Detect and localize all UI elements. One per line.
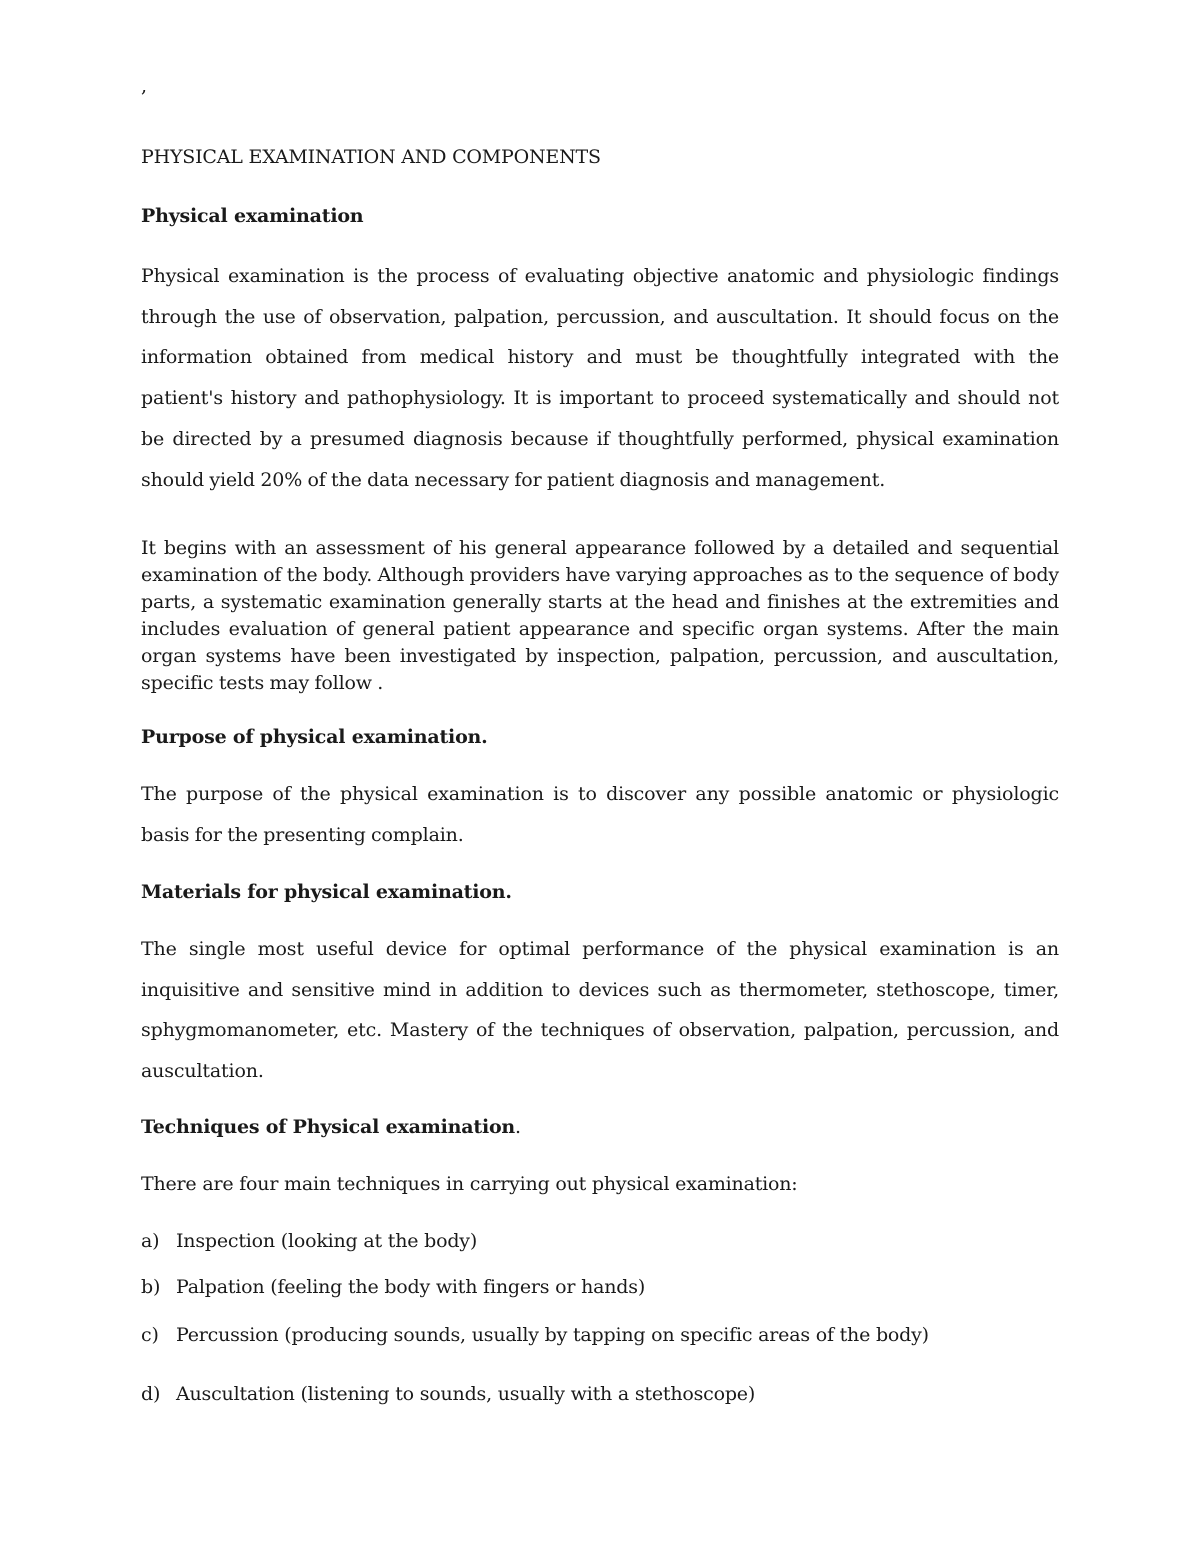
document-title: PHYSICAL EXAMINATION AND COMPONENTS	[141, 146, 601, 168]
list-item-auscultation	[141, 1381, 755, 1407]
list-item-percussion	[141, 1322, 929, 1348]
techniques-intro: There are four main techniques in carrying out physical examination:	[141, 1173, 798, 1195]
list-item-text: Auscultation (listening to sounds, usually with a stethoscope)	[176, 1383, 756, 1405]
list-item-label: d)	[141, 1383, 161, 1405]
section-heading-techniques	[141, 1114, 1059, 1140]
section-heading-physical-examination: Physical examination	[141, 205, 364, 227]
section-heading-purpose: Purpose of physical examination.	[141, 726, 488, 748]
list-item-label: b)	[141, 1276, 161, 1298]
techniques-heading-text: Techniques of Physical examination	[141, 1116, 516, 1138]
list-item-text: Palpation (feeling the body with fingers or hands)	[176, 1276, 646, 1298]
section-heading-materials: Materials for physical examination.	[141, 881, 512, 903]
list-item-label: a)	[141, 1230, 160, 1252]
stray-comma: ,	[141, 75, 148, 97]
paragraph-materials: The single most useful device for optimal performance of the physical examination is an inquisitive and sensitive mind in addition to devices such as thermometer, stethoscope, timer, sphygmomanometer, etc. Mastery of the techniques of observation, palpation, percussion, and auscultation.	[141, 938, 1059, 1083]
list-item-inspection	[141, 1228, 477, 1254]
techniques-heading-period: .	[515, 1116, 521, 1138]
list-item-text: Percussion (producing sounds, usually by tapping on specific areas of the body)	[176, 1324, 929, 1346]
paragraph-definition: Physical examination is the process of evaluating objective anatomic and physiologic findings through the use of observation, palpation, percussion, and auscultation. It should focus on the information obtained from medical history and must be thoughtfully integrated with the patient's history and pathophysiology. It is important to proceed systematically and should not be directed by a presumed diagnosis because if thoughtfully performed, physical examination should yield 20% of the data necessary for patient diagnosis and management.	[141, 265, 1059, 491]
paragraph-purpose: The purpose of the physical examination is to discover any possible anatomic or physiologic basis for the presenting complain.	[141, 783, 1059, 846]
list-item-palpation	[141, 1274, 645, 1300]
paragraph-sequence: It begins with an assessment of his general appearance followed by a detailed and sequential examination of the body. Although providers have varying approaches as to the sequence of body parts, a systematic examination generally starts at the head and finishes at the extremities and includes evaluation of general patient appearance and specific organ systems. After the main organ systems have been investigated by inspection, palpation, percussion, and auscultation, specific tests may follow .	[141, 537, 1059, 694]
list-item-text: Inspection (looking at the body)	[176, 1230, 478, 1252]
list-item-label: c)	[141, 1324, 159, 1346]
